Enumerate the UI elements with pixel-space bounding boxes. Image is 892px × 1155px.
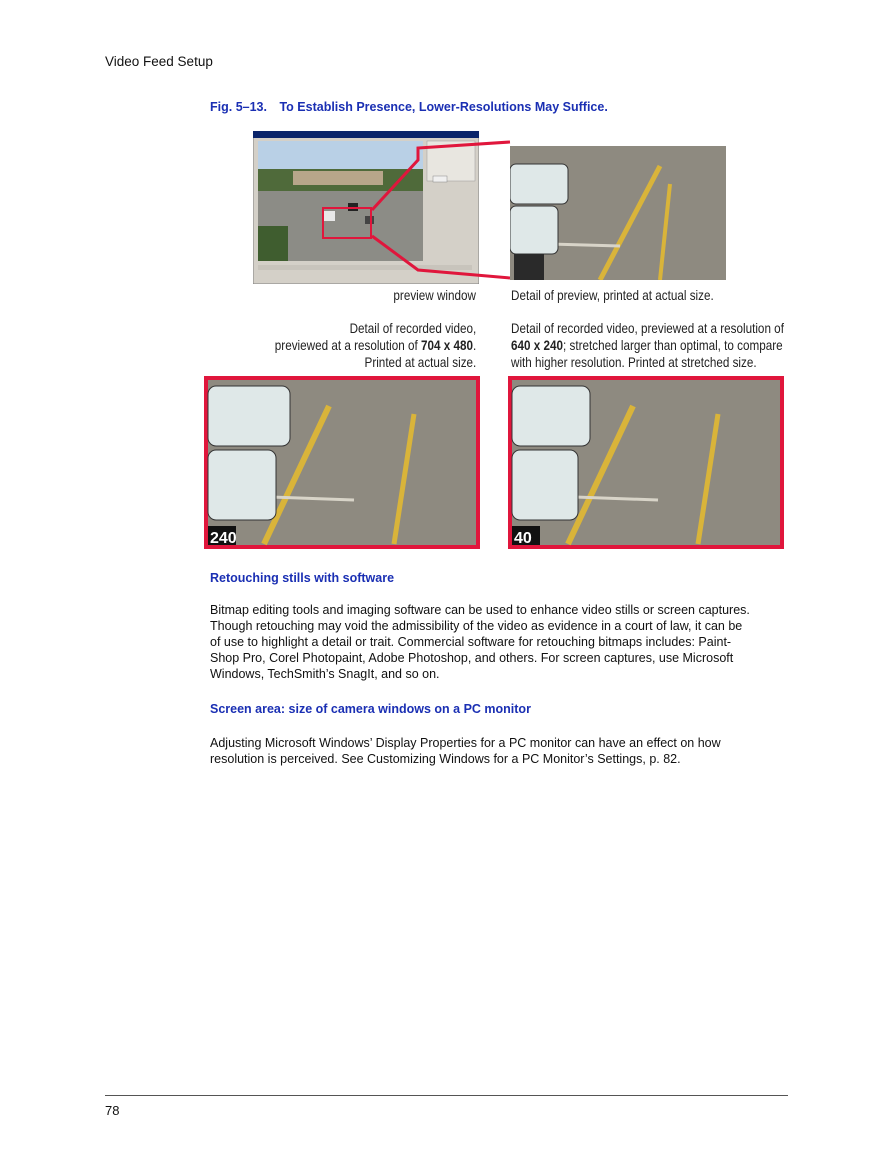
page-number: 78: [105, 1103, 120, 1118]
left-caption-line2: previewed at a resolution of 704 x 480.: [274, 338, 476, 353]
left-detail-caption: [275, 320, 476, 371]
section-paragraph-retouching: [210, 602, 785, 682]
right-caption-line3: with higher resolution. Printed at stretched size.: [511, 355, 757, 370]
paragraph-line: resolution is perceived. See Customizing Windows for a PC Monitor’s Settings, p. 82.: [210, 752, 681, 766]
figure-title: Fig. 5–13. To Establish Presence, Lower-Resolutions May Suffice.: [210, 100, 608, 114]
right-detail-caption: [511, 320, 784, 371]
left-caption-line3: Printed at actual size.: [364, 355, 476, 370]
section-heading-screen-area: Screen area: size of camera windows on a PC monitor: [210, 702, 531, 716]
recorded-video-704x480-image: [204, 376, 480, 549]
paragraph-line: Windows, TechSmith’s SnagIt, and so on.: [210, 667, 440, 681]
running-header: Video Feed Setup: [105, 54, 213, 69]
right-overlay-label: 40: [514, 530, 532, 547]
section-heading-retouching: Retouching stills with software: [210, 571, 395, 585]
paragraph-line: Though retouching may void the admissibility of the video as evidence in a court of law, it can be: [210, 619, 743, 633]
zoom-connector: [370, 140, 520, 280]
left-overlay-label: 240: [210, 530, 237, 547]
paragraph-line: of use to highlight a detail or trait. Commercial software for retouching bitmaps includes: Paint-: [210, 635, 732, 649]
section-paragraph-screen-area: [210, 735, 785, 767]
left-caption-resolution: 704 x 480: [420, 338, 473, 353]
detail-preview-caption: Detail of preview, printed at actual size.: [511, 288, 714, 303]
paragraph-line: Shop Pro, Corel Photopaint, Adobe Photoshop, and others. For screen captures, use Microsoft: [210, 651, 734, 665]
footer-rule: [105, 1095, 788, 1096]
detail-preview-image: [510, 146, 726, 280]
paragraph-line: Bitmap editing tools and imaging software can be used to enhance video stills or screen captures.: [210, 603, 750, 617]
right-caption-resolution: 640 x 240: [511, 338, 564, 353]
right-caption-line1: Detail of recorded video, previewed at a resolution of: [511, 321, 784, 336]
recorded-video-640x240-image: [508, 376, 784, 549]
preview-window-caption: preview window: [393, 288, 476, 303]
right-caption-line2: 640 x 240; stretched larger than optimal, to compare: [511, 338, 783, 353]
paragraph-line: Adjusting Microsoft Windows’ Display Properties for a PC monitor can have an effect on how: [210, 736, 721, 750]
left-caption-line1: Detail of recorded video,: [349, 321, 476, 336]
